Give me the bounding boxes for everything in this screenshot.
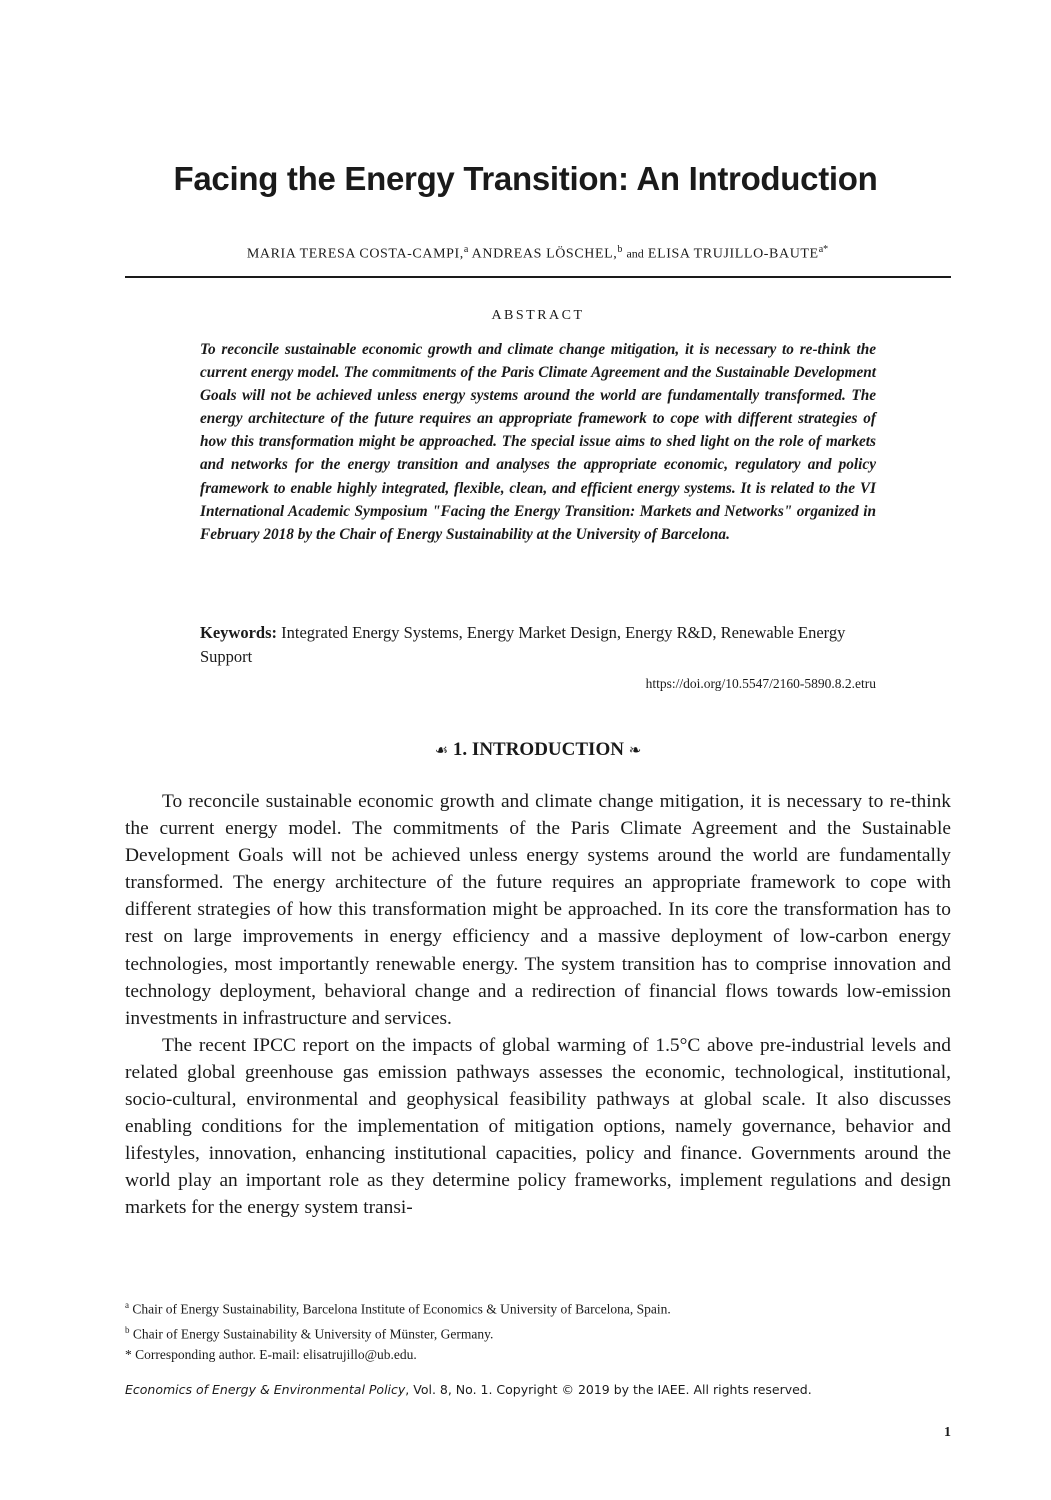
footnote-text: Chair of Energy Sustainability & University of Münster, Germany. [132,1326,494,1342]
paragraph: To reconcile sustainable economic growth and climate change mitigation, it is necessary to re-think the current energy model. The commitments of the Paris Climate Agreement and the Sustainable Development Goals will not be achieved unless energy systems around the world are fundamentally transformed. The energy architecture of the future requires an appropriate framework to cope with different strategies of how this transformation might be approached. In its core the transformation has to rest on large improvements in energy efficiency and a massive deployment of low-carbon energy technologies, most importantly renewable energy. The system transition has to comprise innovation and technology deployment, behavioral change and a redirection of financial flows towards low-emission investments in infrastructure and services. [125,791,951,1029]
doi-link[interactable]: https://doi.org/10.5547/2160-5890.8.2.etru [645,676,876,691]
journal-citation [125,1382,951,1397]
author-line [0,244,1051,263]
header-rule [125,276,951,278]
footnote-text: Chair of Energy Sustainability, Barcelona Institute of Economics & University of Barcelona, Spain. [132,1301,671,1317]
journal-name: Economics of Energy & Environmental Policy [125,1382,406,1397]
footnote [125,1345,951,1366]
author-name: ANDREAS LÖSCHEL, [471,246,618,262]
keywords-label: Keywords: [200,623,277,642]
footnote-mark: a [125,1300,129,1310]
author-name: MARIA TERESA COSTA-CAMPI, [246,246,464,262]
journal-details: , Vol. 8, No. 1. Copyright © 2019 by the IAEE. All rights reserved. [405,1382,812,1397]
affiliation-mark: a [463,244,469,255]
section-title: 1. INTRODUCTION [452,739,624,760]
footnote-text: Corresponding author. E-mail: elisatrujillo@ub.edu. [135,1347,417,1362]
introduction-body [125,788,951,1222]
footnote [125,1295,951,1320]
footnote [125,1320,951,1345]
paper-title: Facing the Energy Transition: An Introduction [173,160,878,197]
keywords [200,621,876,669]
section-heading [0,739,1051,761]
paragraph: The recent IPCC report on the impacts of global warming of 1.5°C above pre-industrial levels and related global greenhouse gas emission pathways assesses the economic, technological, institutional, socio-cultural, environmental and geophysical feasibility pathways at global scale. It also discusses enabling conditions for the implementation of mitigation options, namely governance, behavior and lifestyles, innovation, enhancing institutional capacities, policy and finance. Governments around the world play an important role as they determine policy frameworks, implement regulations and design markets for the energy system transi- [125,1034,951,1219]
affiliation-mark: b [617,244,623,255]
keywords-text: Integrated Energy Systems, Energy Market Design, Energy R&D, Renewable Energy Support [200,623,846,666]
page-number: 1 [944,1425,951,1440]
footnote-mark: * [125,1347,132,1362]
abstract-heading: ABSTRACT [491,308,585,323]
affiliation-mark: a* [818,244,829,255]
fleuron-left-icon: ☙ [434,743,449,759]
fleuron-right-icon: ❧ [628,743,642,759]
footnotes [125,1295,951,1366]
author-conjunction: and [626,246,644,261]
author-name: ELISA TRUJILLO-BAUTE [647,246,819,262]
abstract-text: To reconcile sustainable economic growth and climate change mitigation, it is necessary to re-think the current energy model. The commitments of the Paris Climate Agreement and the Sustainable Development Goals will not be achieved unless energy systems around the world are fundamentally transformed. The energy architecture of the future requires an appropriate framework to cope with different strategies of how this transformation might be approached. The special issue aims to shed light on the role of markets and networks for the energy transition and analyses the appropriate economic, regulatory and policy framework to enable highly integrated, flexible, clean, and efficient energy systems. It is related to the VI International Academic Symposium "Facing the Energy Transition: Markets and Networks" organized in February 2018 by the Chair of Energy Sustainability at the University of Barcelona. [200,341,876,543]
footnote-mark: b [125,1325,130,1335]
